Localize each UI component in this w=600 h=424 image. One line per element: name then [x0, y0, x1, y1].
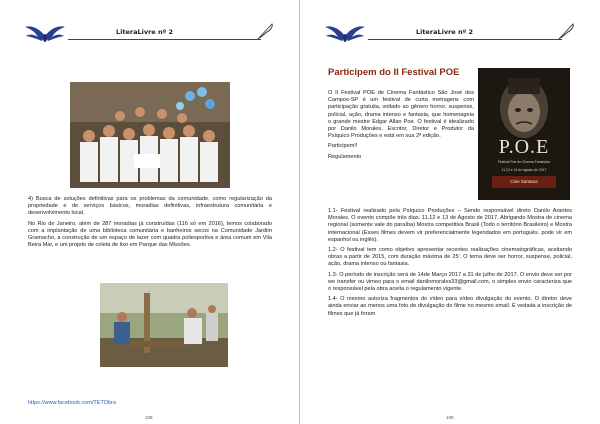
page-number: 109 — [446, 415, 454, 420]
construction-photo — [100, 283, 228, 367]
regulation-items — [328, 208, 572, 321]
bird-logo-icon — [324, 22, 366, 46]
page-header — [24, 22, 275, 46]
facebook-link[interactable]: https://www.facebook.com/TETObra — [28, 400, 116, 406]
regulation-item: 1.1- Festival realizado pela Psíquico Produções – Sendo responsável direto Danilo Arantes Morales. O evento compõe três dias. 11,12 e 13 de Agosto de 2017. Abrigando Mostra de cinema regional (somente vale do paraíba) Mostra competitiva Brasil (Todo o território Brasileiro) e Mostra internacional (Esses filmes devem vir preferencialmente legendados em português. pode vir em espanhol ou inglês). — [328, 208, 572, 243]
right-page — [300, 0, 600, 424]
poster-venue: Cine Santana — [510, 179, 538, 184]
header-rule — [68, 39, 261, 40]
article-heading: Participem do II Festival POE — [328, 67, 460, 78]
quill-pen-icon — [257, 22, 275, 40]
page-header — [324, 22, 576, 46]
call-to-action: Participem!! — [328, 143, 358, 150]
poster-title: P.O.E — [498, 136, 550, 158]
festival-poster — [478, 68, 570, 200]
header-rule — [368, 39, 562, 40]
page-number: 108 — [145, 415, 153, 420]
volunteers-group-photo — [70, 82, 230, 188]
intro-paragraph: O II Festival POE de Cinema Fantástico São José dos Campos-SP é um festival de curta metragens com participação gratuita, voltado ao gênero horror, suspense, policial, ação, drama intenso e fantasia, que homenageia o grande mestre Edgar Allan Poe. O festival é idealizado por Danilo Morales, Escritor, Diretor e Produtor da Psíquico Produções e está em sua 2ª edição. — [328, 90, 474, 140]
regulation-item: 1.4- O mesmo autoriza fragmentos do vídeo para vídeo divulgação do evento. O diretor deve ainda enviar ao menos uma foto de divulgação do filme no mesmo email. É vedada a inscrição de filmes que já foram — [328, 296, 572, 317]
paragraph: 4) Busca de soluções definitivas para os problemas da comunidade, como regularização da propriedade e de serviços básicos, moradias definitivas, infraestrutura comunitária e desenvolvimento local. — [28, 196, 272, 217]
intro-text — [328, 90, 474, 164]
magazine-title: LiteraLivre nº 2 — [416, 28, 474, 36]
poster-dates: 11,12 e 13 de agosto de 2017 — [501, 168, 547, 172]
magazine-title: LiteraLivre nº 2 — [116, 28, 174, 36]
regulation-title: Regulamento — [328, 153, 362, 160]
quill-pen-icon — [558, 22, 576, 40]
poster-subtitle: Festival Poe de Cinema Fantástico — [497, 160, 551, 164]
paragraph: No Rio de Janeiro, além de 287 moradias já construídas (116 só em 2016), temos colaborado com a implantação de uma biblioteca comunitária e banheiros secos na Comunidade Jardim Gramacho, a construção de um espaço de lazer com quadra poliesportiva e área comum em Vila Beira Mar, e um projeto de coleta de lixo em Parque das Missões. — [28, 220, 272, 249]
regulation-item: 1.3- O período de inscrição será de 14de Março 2017 a 31 de julho de 2017. O envio deve ser por we transfer ou vimeo para o email danilomorales33@gmail.com, o simples envio caracteriza que o responsável pela obra aceita o regulamento vigente. — [328, 271, 572, 293]
regulation-item: 1.2- O festival tem como objetivo apresentar recentes realizações cinematográficas, aceitando obras a partir de 2015, com duração máxima de 25'. O tema deve ser horror, suspense, policial, ação, drama intenso ou fantasia. — [328, 247, 572, 268]
left-body-text — [28, 196, 272, 252]
bird-logo-icon — [24, 22, 66, 46]
